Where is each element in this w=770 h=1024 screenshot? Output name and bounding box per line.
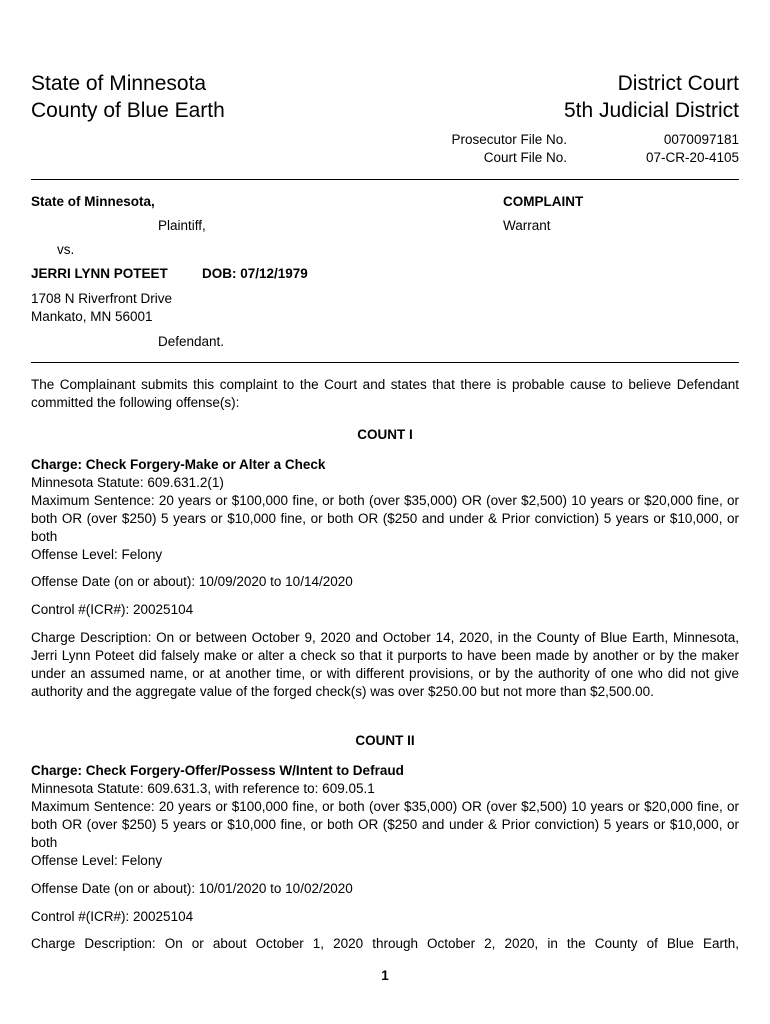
defendant-address-line1: 1708 N Riverfront Drive [31,291,173,306]
defendant-dob: DOB: 07/12/1979 [202,266,308,281]
prosecutor-file-value: 0070097181 [663,132,739,147]
court-heading: District Court [617,72,739,95]
page-number: 1 [381,968,389,983]
offense-level-text: Offense Level: Felony [31,547,163,562]
court-file-label: Court File No. [483,150,567,165]
offense-date-text: Offense Date (on or about): 10/09/2020 to 10/14/2020 [31,574,353,589]
document-subtype: Warrant [503,218,551,233]
document-type: COMPLAINT [503,194,584,209]
defendant-role: Defendant. [158,334,225,349]
offense-level-text: Offense Level: Felony [31,853,163,868]
prosecutor-file-label: Prosecutor File No. [451,132,567,147]
control-number-text: Control #(ICR#): 20025104 [31,602,194,617]
count-heading: COUNT II [355,733,415,748]
state-heading: State of Minnesota [31,72,207,95]
intro-paragraph: The Complainant submits this complaint to the Court and states that there is probable cause to believe Defendant committed the following offense(s): [31,377,739,410]
charge-title: Charge: Check Forgery-Offer/Possess W/Intent to Defraud [31,763,404,778]
versus-text: vs. [57,242,75,257]
charge-title: Charge: Check Forgery-Make or Alter a Check [31,457,326,472]
offense-date-text: Offense Date (on or about): 10/01/2020 to 10/02/2020 [31,881,353,896]
plaintiff-role: Plaintiff, [158,218,206,233]
caption-divider [31,362,739,363]
court-file-value: 07-CR-20-4105 [645,150,739,165]
header-divider [31,179,739,180]
statute-text: Minnesota Statute: 609.631.3, with reference to: 609.05.1 [31,781,375,796]
district-heading: 5th Judicial District [563,99,739,122]
county-heading: County of Blue Earth [31,99,225,122]
max-sentence-text: Maximum Sentence: 20 years or $100,000 fine, or both (over $35,000) OR (over $2,500) 10 years or $20,000 fine, or both OR (over $250) 5 years or $10,000 fine, or both OR ($250 and under & Prior conviction) 5 years or $10,000, or both [31,493,739,544]
defendant-address-line2: Mankato, MN 56001 [31,309,153,324]
charge-description: Charge Description: On or about October 1, 2020 through October 2, 2020, in the County of Blue Earth, [31,936,739,951]
defendant-name: JERRI LYNN POTEET [31,266,168,281]
count-heading: COUNT I [357,427,413,442]
max-sentence-text: Maximum Sentence: 20 years or $100,000 fine, or both (over $35,000) OR (over $2,500) 10 years or $20,000 fine, or both OR (over $250) 5 years or $10,000 fine, or both OR ($250 and under & Prior conviction) 5 years or $10,000, or both [31,799,739,850]
plaintiff-name: State of Minnesota, [31,194,155,209]
control-number-text: Control #(ICR#): 20025104 [31,909,194,924]
statute-text: Minnesota Statute: 609.631.2(1) [31,475,224,490]
charge-description: Charge Description: On or between October 9, 2020 and October 14, 2020, in the County of Blue Earth, Minnesota, Jerri Lynn Poteet did falsely make or alter a check so that it purports to have been made by another or by the maker under an assumed name, or at another time, or with different provisions, or by the authority of one who did not give authority and the aggregate value of the forged check(s) was over $250.00 but not more than $2,500.00. [31,630,739,699]
